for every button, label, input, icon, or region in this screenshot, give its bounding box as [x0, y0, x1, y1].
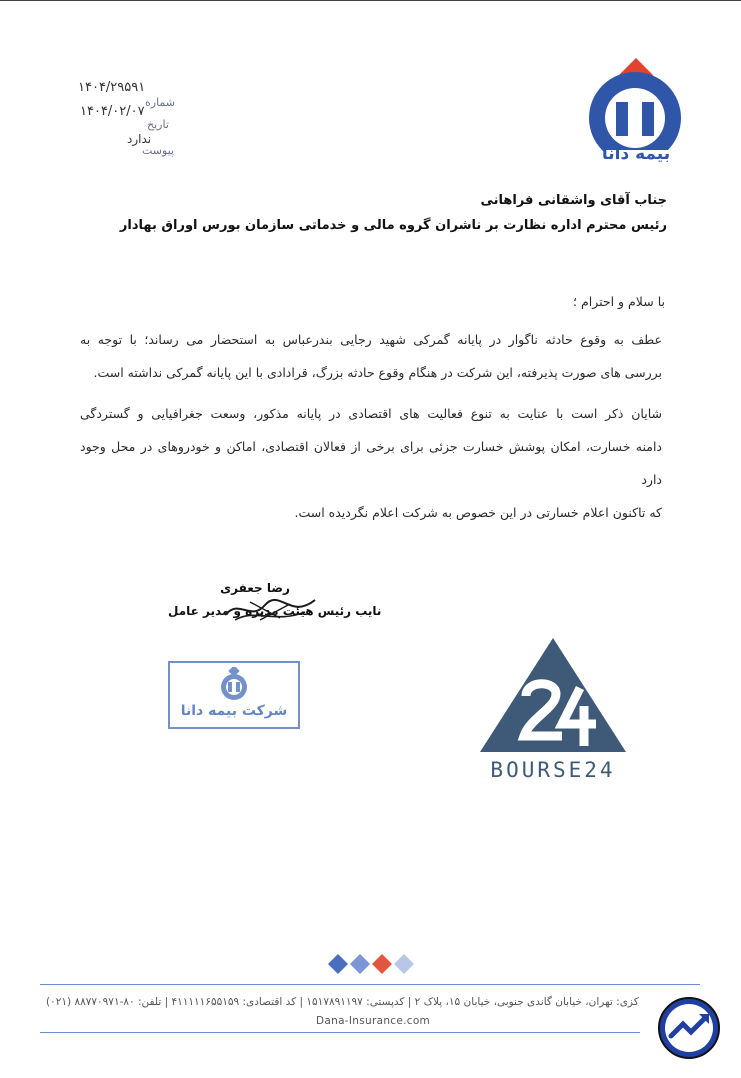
footer-address: کزی: تهران، خیابان گاندی جنوبی، خیابان ۱۵، پلاک ۲ | کدپستی: ۱۵۱۷۸۹۱۱۹۷ | کد اقتصادی: ۴۱۱۱۱۱۶۵۵۱۵۹ | تلفن: ۸۰-۸۸۷۷۰۹۷۱ (۰۲۱) [46, 996, 639, 1008]
stamp-text: شرکت بیمه دانا [180, 703, 288, 719]
paragraph-2-line-1: شایان ذکر است با عنایت به تنوع فعالیت های اقتصادی در پایانه مذکور، وسعت جغرافیایی و گستردگی [80, 406, 662, 421]
footer-diamond-2 [350, 954, 370, 974]
paragraph-1-line-2: بررسی های صورت پذیرفته، این شرکت در هنگام وقوع حادثه بزرگ، قرادادی با این پایانه گمرکی نداشته است. [93, 365, 662, 380]
bourse24-watermark [478, 636, 628, 756]
footer-divider [40, 984, 700, 985]
letter-date-label: تاریخ [147, 118, 169, 131]
signatory-name: رضا جعفری [220, 581, 290, 595]
addressee-name: جناب آقای واشقانی فراهانی [480, 193, 667, 208]
greeting: با سلام و احترام ؛ [573, 294, 665, 309]
trend-arrow-badge-icon [657, 996, 721, 1060]
signatory-title: نایب رئیس هیئت مدیره و مدیر عامل [168, 604, 382, 618]
letter-number-label: شماره [145, 96, 176, 109]
bourse24-logo-icon [478, 636, 628, 756]
footer-diamond-4 [394, 954, 414, 974]
footer-diamond-row [326, 952, 418, 976]
footer-divider-bottom [40, 1032, 640, 1033]
footer-website[interactable]: Dana-Insurance.com [316, 1015, 431, 1027]
letter-date-value: ۱۴۰۴/۰۲/۰۷ [80, 104, 145, 119]
footer-diamond-3 [372, 954, 392, 974]
paragraph-1-line-1: عطف به وقوع حادثه ناگوار در پایانه گمرکی شهید رجایی بندرعباس به استحضار می رساند؛ با توجه به [80, 332, 662, 347]
paragraph-2-line-2: دامنه خسارت، امکان پوشش خسارت جزئی برای برخی از فعالان اقتصادی، اماکن و خودروهای در محل وجود دارد [80, 439, 662, 487]
paragraph-2 [80, 397, 662, 529]
addressee-title: رئیس محترم اداره نظارت بر ناشران گروه مالی و خدماتی سازمان بورس اوراق بهادار [119, 218, 667, 233]
handwritten-signature-icon [220, 590, 320, 630]
corner-badge [657, 996, 721, 1060]
letter-number-value: ۱۴۰۴/۲۹۵۹۱ [78, 80, 146, 95]
company-stamp [168, 661, 300, 729]
paragraph-2-line-3: که تاکنون اعلام خسارتی در این خصوص به شرکت اعلام نگردیده است. [294, 505, 662, 520]
footer-diamonds [326, 952, 418, 980]
dana-insurance-logo [580, 58, 690, 170]
footer-diamond-1 [328, 954, 348, 974]
letter-attachment-label: پیوست [142, 144, 175, 157]
bourse24-text: BOURSE24 [490, 758, 616, 782]
dana-logo-text: بیمه دانا [601, 144, 671, 164]
top-border-line [0, 0, 741, 1]
letter-attachment-value: ندارد [127, 132, 152, 146]
paragraph-1 [80, 323, 662, 389]
stamp-logo-icon [217, 667, 251, 701]
